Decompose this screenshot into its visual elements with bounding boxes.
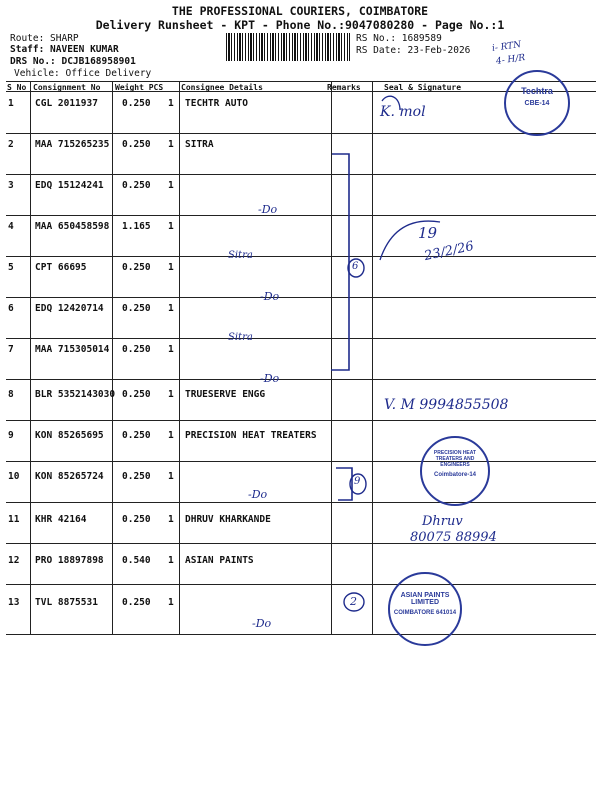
row-sno: 9 [8,430,14,441]
techtra-stamp-city: CBE-14 [524,100,550,107]
row-sno: 5 [8,262,14,273]
row-weight: 0.250 [122,471,151,482]
row-consignment: EDQ 15124241 [35,180,104,191]
drs-label: DRS No.: DCJB168958901 [10,56,136,67]
ditto-row6: -Do [260,290,280,303]
signature-row1: K. mol [380,104,426,120]
row-sno: 13 [8,597,20,608]
row-weight: 1.165 [122,221,151,232]
techtra-stamp-name: Techtra [521,86,553,96]
row-consignee: ASIAN PAINTS [185,555,254,566]
row-weight: 0.250 [122,389,151,400]
row-consignment: KHR 42164 [35,514,87,525]
remark-mark-2: 2 [350,595,357,608]
asian-stamp-name: ASIAN PAINTS LIMITED [400,592,450,606]
col-sno: S No [7,83,27,92]
row-consignment: MAA 650458598 [35,221,110,232]
row-weight: 0.540 [122,555,151,566]
remark-mark-6: 6 [352,261,359,272]
row-weight: 0.250 [122,262,151,273]
signature-row8: V. M 9994855508 [384,397,509,413]
row-sno: 4 [8,221,14,232]
row-consignment: KON 85265695 [35,430,104,441]
precision-stamp-name: PRECISION HEAT TREATERS AND ENGINEERS [433,450,477,468]
row-sno: 10 [8,471,20,482]
top-note-hr: 4- H/R [495,53,526,67]
row-pcs: 1 [168,514,174,525]
row-consignment: BLR 5352143030 [35,389,116,400]
ditto-row13: -Do [252,617,272,630]
count-mark: 19 [418,224,438,242]
row-weight: 0.250 [122,430,151,441]
row-consignee: DHRUV KHARKANDE [185,514,271,525]
remark-mark-9: 9 [354,476,361,487]
row-consignment: MAA 715305014 [35,344,110,355]
row-consignee: SITRA [185,139,214,150]
date-handwritten: 23/2/26 [422,238,476,265]
row-weight: 0.250 [122,303,151,314]
asian-paints-stamp [388,572,462,646]
row-consignee: TECHTR AUTO [185,98,248,109]
vehicle-label: Vehicle: Office Delivery [14,68,152,79]
signature-row11: Dhruv [422,514,463,529]
row-pcs: 1 [168,262,174,273]
ditto-row3: -Do [258,203,278,216]
row-pcs: 1 [168,389,174,400]
rs-number: RS No.: 1689589 [356,33,442,44]
phone-row11: 80075 88994 [410,530,497,545]
row-weight: 0.250 [122,98,151,109]
runsheet-subtitle: Delivery Runsheet - KPT - Phone No.:9047080280 - Page No.:1 [95,18,505,32]
sitra-note-row7: Sitra [228,332,253,343]
precision-stamp-city: Coimbatore-14 [433,472,476,478]
row-consignment: TVL 8875531 [35,597,98,608]
row-sno: 11 [8,514,20,525]
row-consignee: TRUESERVE ENGG [185,389,266,400]
row-consignment: EDQ 12420714 [35,303,104,314]
route-label: Route: SHARP [10,33,79,44]
row-consignment: CPT 66695 [35,262,87,273]
row-sno: 3 [8,180,14,191]
asian-stamp-city: COIMBATORE 641014 [393,610,457,616]
row-sno: 12 [8,555,20,566]
row-sno: 8 [8,389,14,400]
row-weight: 0.250 [122,344,151,355]
company-title: THE PROFESSIONAL COURIERS, COIMBATORE [171,4,429,18]
row-pcs: 1 [168,597,174,608]
row-consignment: MAA 715265235 [35,139,110,150]
col-consignee: Consignee Details [181,83,263,92]
rs-date: RS Date: 23-Feb-2026 [356,45,471,56]
sitra-note-row5: Sitra [228,250,253,261]
row-sno: 1 [8,98,14,109]
row-consignment: CGL 2011937 [35,98,98,109]
row-pcs: 1 [168,430,174,441]
col-seal: Seal & Signature [384,83,462,92]
row-pcs: 1 [168,98,174,109]
row-pcs: 1 [168,221,174,232]
row-pcs: 1 [168,180,174,191]
ditto-row10: -Do [248,488,268,501]
col-weight-pcs: Weight PCS [115,83,164,92]
row-pcs: 1 [168,555,174,566]
precision-stamp [420,436,490,506]
top-note-rtn: i- RTN [491,40,522,54]
row-sno: 2 [8,139,14,150]
col-consignment: Consignment No [33,83,101,92]
row-sno: 7 [8,344,14,355]
row-weight: 0.250 [122,139,151,150]
col-remarks: Remarks [327,83,361,92]
staff-label: Staff: NAVEEN KUMAR [10,44,119,55]
row-consignment: PRO 18897898 [35,555,104,566]
row-weight: 0.250 [122,597,151,608]
row-pcs: 1 [168,344,174,355]
row-pcs: 1 [168,471,174,482]
techtra-stamp [504,70,570,136]
row-pcs: 1 [168,303,174,314]
row-consignment: KON 85265724 [35,471,104,482]
row-pcs: 1 [168,139,174,150]
row-weight: 0.250 [122,514,151,525]
row-sno: 6 [8,303,14,314]
row-weight: 0.250 [122,180,151,191]
ditto-row7: -Do [260,372,280,385]
row-consignee: PRECISION HEAT TREATERS [185,430,317,441]
